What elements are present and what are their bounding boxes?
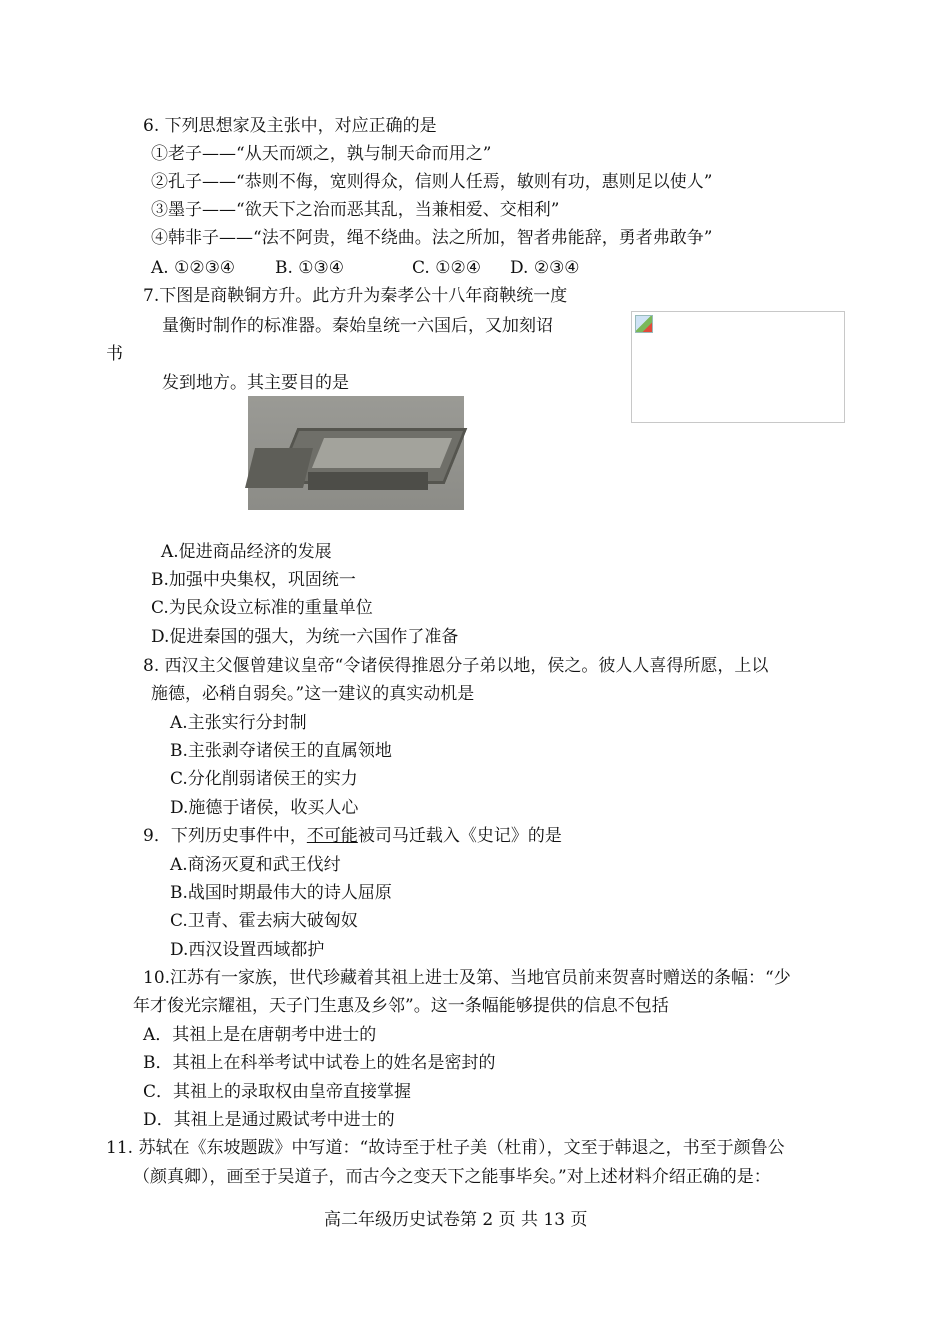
q8-option-a: A.主张实行分封制 — [170, 713, 307, 733]
q7-stem-line-4: 发到地方。其主要目的是 — [162, 373, 349, 393]
q6-option-a: A. ①②③④ — [151, 258, 236, 278]
q6-option-d: D. ②③④ — [510, 258, 580, 278]
photo-vessel-front — [308, 472, 428, 490]
q9-stem-post: 被司马迁载入《史记》的是 — [357, 826, 562, 846]
q9-option-a: A.商汤灭夏和武王伐纣 — [170, 855, 341, 875]
q8-option-c: C.分化削弱诸侯王的实力 — [170, 769, 358, 789]
q9-stem — [143, 824, 562, 848]
q10-option-d: D．其祖上是通过殿试考中进士的 — [143, 1110, 395, 1130]
q7-option-a: A.促进商品经济的发展 — [161, 542, 332, 562]
q8-option-d: D.施德于诸侯，收买人心 — [170, 798, 359, 818]
q8-stem-line-1: 8. 西汉主父偃曾建议皇帝“令诸侯得推恩分子弟以地，侯之。彼人人喜得所愿，上以 — [143, 656, 769, 676]
q6-option-c: C. ①②④ — [412, 258, 481, 278]
q11-stem-line-2: （颜真卿），画至于吴道子，而古今之变天下之能事毕矣。”对上述材料介绍正确的是： — [133, 1167, 771, 1187]
broken-image-icon — [635, 315, 653, 333]
photo-vessel-cavity — [312, 438, 452, 468]
q6-option-b: B. ①③④ — [275, 258, 345, 278]
q10-stem-line-2: 年才俊光宗耀祖，天子门生惠及乡邻”。这一条幅能够提供的信息不包括 — [133, 996, 669, 1016]
q7-option-b: B.加强中央集权，巩固统一 — [151, 570, 356, 590]
q7-stem-line-3: 书 — [106, 344, 123, 364]
q6-stem: 6. 下列思想家及主张中，对应正确的是 — [143, 116, 437, 136]
q7-stem-line-2: 量衡时制作的标准器。秦始皇统一六国后，又加刻诏 — [162, 316, 553, 336]
page-footer: 高二年级历史试卷第 2 页 共 13 页 — [324, 1210, 588, 1230]
q9-option-b: B.战国时期最伟大的诗人屈原 — [170, 883, 392, 903]
broken-image-placeholder — [631, 311, 845, 423]
q10-stem-line-1: 10.江苏有一家族，世代珍藏着其祖上进士及第、当地官员前来贺喜时赠送的条幅：“少 — [143, 968, 791, 988]
q9-option-c: C.卫青、霍去病大破匈奴 — [170, 911, 358, 931]
q11-stem-line-1: 11. 苏轼在《东坡题跋》中写道：“故诗至于杜子美（杜甫），文至于韩退之，书至于颜鲁公 — [106, 1138, 785, 1158]
q8-option-b: B.主张剥夺诸侯王的直属领地 — [170, 741, 392, 761]
q8-stem-line-2: 施德，必稍自弱矣。”这一建议的真实动机是 — [151, 684, 475, 704]
q10-option-b: B．其祖上在科举考试中试卷上的姓名是密封的 — [143, 1053, 496, 1073]
q9-option-d: D.西汉设置西域都护 — [170, 940, 325, 960]
q9-stem-pre: 9．下列历史事件中， — [143, 826, 307, 846]
q10-option-c: C．其祖上的录取权由皇帝直接掌握 — [143, 1082, 412, 1102]
q6-item-3: ③墨子——“欲天下之治而恶其乱，当兼相爱、交相利” — [151, 200, 560, 220]
q10-option-a: A．其祖上是在唐朝考中进士的 — [143, 1025, 377, 1045]
q9-stem-emphasis: 不可能 — [306, 826, 358, 846]
photo-vessel-handle — [245, 448, 313, 488]
q7-option-c: C.为民众设立标准的重量单位 — [151, 598, 373, 618]
q6-item-4: ④韩非子——“法不阿贵，绳不绕曲。法之所加，智者弗能辞，勇者弗敢争” — [151, 228, 713, 248]
q7-option-d: D.促进秦国的强大，为统一六国作了准备 — [151, 627, 459, 647]
q6-item-2: ②孔子——“恭则不侮，宽则得众，信则人任焉，敏则有功，惠则足以使人” — [151, 172, 713, 192]
q6-item-1: ①老子——“从天而颂之，孰与制天命而用之” — [151, 144, 492, 164]
q7-stem-line-1: 7.下图是商鞅铜方升。此方升为秦孝公十八年商鞅统一度 — [143, 286, 568, 306]
bronze-measure-photo — [248, 396, 464, 510]
